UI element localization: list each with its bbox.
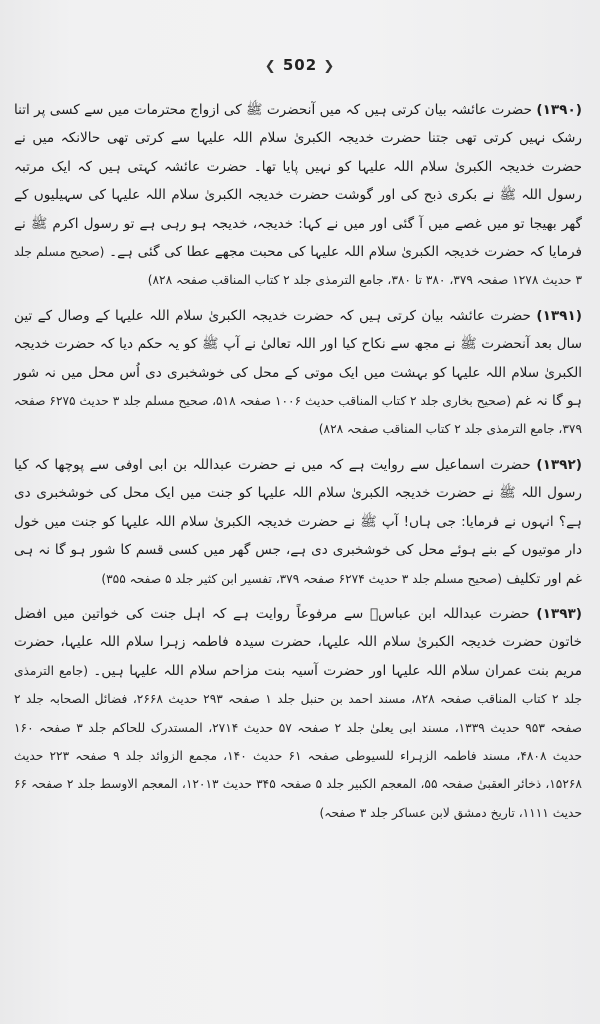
hadith-text: حضرت اسماعیل سے روایت ہے کہ میں نے حضرت عبداللہ بن ابی اوفی سے پوچھا کہ کیا رسول اللہ ﷺ نے حضرت خدیجہ الکبریٰ سلام اللہ علیہا کو جنت میں ایک محل کی خوشخبری دی ہے؟ انہوں نے فرمایا: جی ہاں! آپ ﷺ نے حضرت خدیجہ الکبریٰ سلام اللہ علیہا کو جنت میں خول دار موتیوں کے بنے ہوئے محل کی خوشخبری دی ہے، جس گھر میں کسی قسم کا شور ہو گا نہ ہی غم اور تکلیف xyxy=(14,456,582,587)
hadith-reference: (صحیح بخاری جلد ۲ کتاب المناقب حدیث ۱۰۰۶ صفحہ ۵۱۸، صحیح مسلم جلد ۳ حدیث ۶۲۷۵ صفحہ ۳۷۹، جامع الترمذی جلد ۲ کتاب المناقب صفحہ ۸۲۸) xyxy=(14,394,582,437)
hadith-number: (۱۳۹۰) xyxy=(536,102,582,118)
page-number: 502 xyxy=(282,56,318,74)
hadith-number: (۱۳۹۱) xyxy=(536,307,582,324)
page-number-header xyxy=(0,56,600,74)
hadith-text: حضرت عبداللہ ابن عباسؓ سے مرفوعاً روایت ہے کہ اہل جنت کی خواتین میں افضل خاتون حضرت خدیجہ الکبریٰ سلام اللہ علیہا، حضرت سیدہ فاطمہ زہرا سلام اللہ علیہا، حضرت مریم بنت عمران سلام اللہ علیہا اور حضرت آسیہ بنت مزاحم سلام اللہ علیہا ہیں۔ xyxy=(14,605,582,679)
hadith-1393 xyxy=(14,600,582,827)
right-ornament-icon: ❯ xyxy=(323,59,336,74)
hadith-number: (۱۳۹۳) xyxy=(536,605,583,622)
page-body xyxy=(14,96,582,966)
hadith-text: حضرت عائشہ بیان کرتی ہیں کہ میں آنحضرت ﷺ کی ازواج محترمات میں سے کسی پر اتنا رشک نہیں کرتی تھی جتنا حضرت خدیجہ الکبریٰ سلام اللہ علیہا سے کرتی تھی حالانکہ میں نے حضرت خدیجہ الکبریٰ سلام اللہ علیہا کو نہیں پایا تھا۔ حضرت عائشہ کہتی ہیں کہ ایک مرتبہ رسول اللہ ﷺ نے بکری ذبح کی اور گوشت حضرت خدیجہ الکبریٰ سلام اللہ علیہا کی سہیلیوں کے گھر بھیجا تو میں غصے میں آ گئی اور میں نے کہا: خدیجہ، خدیجہ ہو رہی ہے تو رسول اکرم ﷺ نے فرمایا کہ حضرت خدیجہ الکبریٰ سلام اللہ علیہا کی محبت مجھے عطا کی گئی ہے۔ xyxy=(14,102,582,261)
hadith-number: (۱۳۹۲) xyxy=(536,456,582,473)
left-ornament-icon: ❮ xyxy=(264,59,277,74)
hadith-reference: (صحیح مسلم جلد ۳ حدیث ۱۲۷۸ صفحہ ۳۷۹، ۳۸۰ تا ۳۸۰، جامع الترمذی جلد ۲ کتاب المناقب صفحہ ۸۲۸) xyxy=(14,245,582,288)
hadith-1390 xyxy=(14,96,582,295)
hadith-reference: (صحیح مسلم جلد ۳ حدیث ۶۲۷۴ صفحہ ۳۷۹، تفسیر ابن کثیر جلد ۵ صفحہ ۳۵۵) xyxy=(101,571,502,586)
hadith-1391 xyxy=(14,302,582,444)
hadith-reference: (جامع الترمذی جلد ۲ کتاب المناقب صفحہ ۸۲۸، مسند احمد بن حنبل جلد ۱ صفحہ ۲۹۳ حدیث ۲۶۶۸، فضائل الصحابہ جلد ۲ صفحہ ۹۵۳ حدیث ۱۳۳۹، مسند ابی یعلیٰ جلد ۲ صفحہ ۵۷ حدیث ۲۷۱۴، المستدرک للحاکم جلد ۳ صفحہ ۱۶۰ حدیث ۴۸۰۸، مسند فاطمہ الزہراء للسیوطی صفحہ ۶۱ حدیث ۱۴۰، مجمع الزوائد جلد ۹ صفحہ ۲۲۳ حدیث ۱۵۲۶۸، ذخائر العقبیٰ صفحہ ۵۵، المعجم الکبیر جلد ۵ صفحہ ۳۴۵ حدیث ۱۲۰۱۳، المعجم الاوسط جلد ۲ صفحہ ۶۶ حدیث ۱۱۱۱، تاریخ دمشق لابن عساکر جلد ۳ صفحہ) xyxy=(14,663,583,820)
hadith-1392 xyxy=(14,451,582,593)
hadith-text: حضرت عائشہ بیان کرتی ہیں کہ حضرت خدیجہ الکبریٰ سلام اللہ علیہا کے وصال کے تین سال بعد آنحضرت ﷺ نے مجھ سے نکاح کیا اور اللہ تعالیٰ نے آپ ﷺ کو یہ حکم دیا کہ حضرت خدیجہ الکبریٰ سلام اللہ علیہا کو بہشت میں ایک موتی کے محل کی خوشخبری دی اُس محل میں نہ شور ہو گا نہ غم xyxy=(14,307,582,410)
